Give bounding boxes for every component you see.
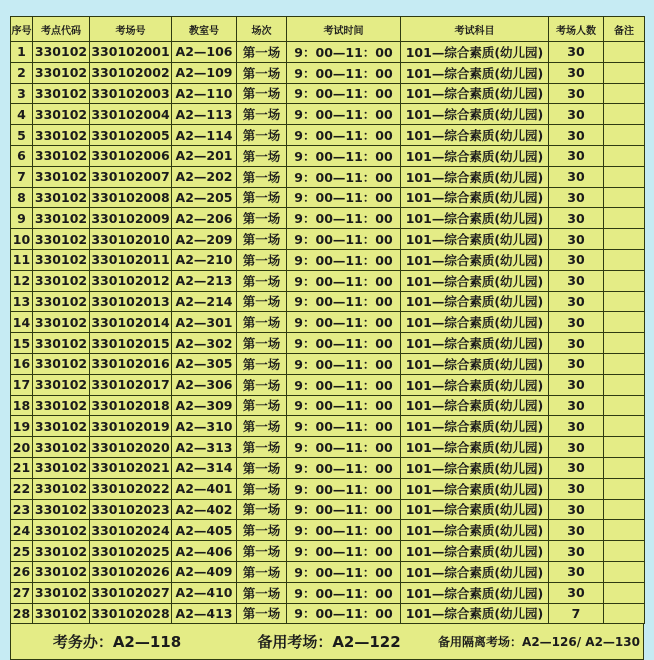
exam-room-number: 330102014 xyxy=(90,312,172,333)
table-row xyxy=(11,166,645,187)
row-number: 22 xyxy=(11,478,33,499)
session: 第一场 xyxy=(237,457,287,478)
table-row xyxy=(11,312,645,333)
exam-room-number: 330102006 xyxy=(90,145,172,166)
table-row xyxy=(11,457,645,478)
exam-room-number: 330102028 xyxy=(90,603,172,624)
examinee-count: 30 xyxy=(549,561,604,582)
remarks xyxy=(604,353,645,374)
row-number: 15 xyxy=(11,333,33,354)
examinee-count: 30 xyxy=(549,104,604,125)
site-code: 330102 xyxy=(33,457,90,478)
exam-subject: 101—综合素质(幼儿园) xyxy=(401,145,549,166)
classroom-number: A2—109 xyxy=(172,62,237,83)
exam-subject: 101—综合素质(幼儿园) xyxy=(401,83,549,104)
site-code: 330102 xyxy=(33,291,90,312)
exam-time: 9：00—11：00 xyxy=(287,83,401,104)
row-number: 27 xyxy=(11,582,33,603)
exam-subject: 101—综合素质(幼儿园) xyxy=(401,499,549,520)
exam-subject: 101—综合素质(幼儿园) xyxy=(401,416,549,437)
header-cell: 考场人数 xyxy=(549,17,604,42)
examinee-count: 30 xyxy=(549,145,604,166)
table-row xyxy=(11,229,645,250)
classroom-number: A2—206 xyxy=(172,208,237,229)
remarks xyxy=(604,249,645,270)
exam-room-schedule xyxy=(10,16,644,660)
isolation-room: 备用隔离考场：A2—126/ A2—130 xyxy=(438,635,640,650)
site-code: 330102 xyxy=(33,62,90,83)
session: 第一场 xyxy=(237,478,287,499)
site-code: 330102 xyxy=(33,520,90,541)
classroom-number: A2—110 xyxy=(172,83,237,104)
classroom-number: A2—106 xyxy=(172,42,237,63)
exam-time: 9：00—11：00 xyxy=(287,208,401,229)
row-number: 21 xyxy=(11,457,33,478)
session: 第一场 xyxy=(237,104,287,125)
remarks xyxy=(604,561,645,582)
classroom-number: A2—401 xyxy=(172,478,237,499)
classroom-number: A2—305 xyxy=(172,353,237,374)
classroom-number: A2—214 xyxy=(172,291,237,312)
exam-room-number: 330102008 xyxy=(90,187,172,208)
examinee-count: 30 xyxy=(549,166,604,187)
row-number: 18 xyxy=(11,395,33,416)
table-row xyxy=(11,249,645,270)
exam-subject: 101—综合素质(幼儿园) xyxy=(401,541,549,562)
table-row xyxy=(11,62,645,83)
classroom-number: A2—413 xyxy=(172,603,237,624)
classroom-number: A2—205 xyxy=(172,187,237,208)
remarks xyxy=(604,520,645,541)
session: 第一场 xyxy=(237,208,287,229)
site-code: 330102 xyxy=(33,603,90,624)
exam-room-number: 330102021 xyxy=(90,457,172,478)
exam-room-number: 330102015 xyxy=(90,333,172,354)
classroom-number: A2—306 xyxy=(172,374,237,395)
session: 第一场 xyxy=(237,520,287,541)
table-row xyxy=(11,187,645,208)
site-code: 330102 xyxy=(33,312,90,333)
row-number: 7 xyxy=(11,166,33,187)
session: 第一场 xyxy=(237,353,287,374)
session: 第一场 xyxy=(237,312,287,333)
examinee-count: 30 xyxy=(549,312,604,333)
footer-bar xyxy=(10,624,644,660)
examinee-count: 30 xyxy=(549,229,604,250)
examinee-count: 30 xyxy=(549,499,604,520)
exam-subject: 101—综合素质(幼儿园) xyxy=(401,125,549,146)
exam-subject: 101—综合素质(幼儿园) xyxy=(401,395,549,416)
exam-time: 9：00—11：00 xyxy=(287,374,401,395)
site-code: 330102 xyxy=(33,561,90,582)
session: 第一场 xyxy=(237,333,287,354)
row-number: 12 xyxy=(11,270,33,291)
examinee-count: 30 xyxy=(549,437,604,458)
exam-time: 9：00—11：00 xyxy=(287,291,401,312)
session: 第一场 xyxy=(237,83,287,104)
examinee-count: 30 xyxy=(549,582,604,603)
session: 第一场 xyxy=(237,561,287,582)
row-number: 24 xyxy=(11,520,33,541)
exam-room-number: 330102018 xyxy=(90,395,172,416)
site-code: 330102 xyxy=(33,541,90,562)
exam-subject: 101—综合素质(幼儿园) xyxy=(401,478,549,499)
classroom-number: A2—201 xyxy=(172,145,237,166)
exam-room-number: 330102001 xyxy=(90,42,172,63)
examinee-count: 30 xyxy=(549,249,604,270)
table-row xyxy=(11,374,645,395)
session: 第一场 xyxy=(237,416,287,437)
row-number: 1 xyxy=(11,42,33,63)
exam-subject: 101—综合素质(幼儿园) xyxy=(401,208,549,229)
exam-room-number: 330102007 xyxy=(90,166,172,187)
examinee-count: 30 xyxy=(549,395,604,416)
exam-subject: 101—综合素质(幼儿园) xyxy=(401,603,549,624)
site-code: 330102 xyxy=(33,374,90,395)
header-cell: 考场号 xyxy=(90,17,172,42)
remarks xyxy=(604,457,645,478)
session: 第一场 xyxy=(237,437,287,458)
session: 第一场 xyxy=(237,395,287,416)
header-row xyxy=(11,17,645,42)
remarks xyxy=(604,62,645,83)
examinee-count: 30 xyxy=(549,208,604,229)
exam-room-number: 330102019 xyxy=(90,416,172,437)
exam-time: 9：00—11：00 xyxy=(287,582,401,603)
examinee-count: 30 xyxy=(549,374,604,395)
exam-time: 9：00—11：00 xyxy=(287,541,401,562)
row-number: 9 xyxy=(11,208,33,229)
exam-time: 9：00—11：00 xyxy=(287,187,401,208)
row-number: 16 xyxy=(11,353,33,374)
row-number: 5 xyxy=(11,125,33,146)
classroom-number: A2—209 xyxy=(172,229,237,250)
remarks xyxy=(604,582,645,603)
table-row xyxy=(11,520,645,541)
site-code: 330102 xyxy=(33,166,90,187)
session: 第一场 xyxy=(237,270,287,291)
site-code: 330102 xyxy=(33,187,90,208)
exam-subject: 101—综合素质(幼儿园) xyxy=(401,104,549,125)
session: 第一场 xyxy=(237,249,287,270)
examinee-count: 30 xyxy=(549,270,604,291)
exam-room-number: 330102017 xyxy=(90,374,172,395)
header-cell: 考试科目 xyxy=(401,17,549,42)
exam-subject: 101—综合素质(幼儿园) xyxy=(401,270,549,291)
exam-subject: 101—综合素质(幼儿园) xyxy=(401,374,549,395)
examinee-count: 30 xyxy=(549,42,604,63)
exam-subject: 101—综合素质(幼儿园) xyxy=(401,582,549,603)
classroom-number: A2—309 xyxy=(172,395,237,416)
remarks xyxy=(604,166,645,187)
exam-room-number: 330102011 xyxy=(90,249,172,270)
exam-room-number: 330102013 xyxy=(90,291,172,312)
table-row xyxy=(11,582,645,603)
header-cell: 序号 xyxy=(11,17,33,42)
exam-time: 9：00—11：00 xyxy=(287,145,401,166)
remarks xyxy=(604,374,645,395)
schedule-table xyxy=(10,16,645,624)
session: 第一场 xyxy=(237,291,287,312)
site-code: 330102 xyxy=(33,416,90,437)
exam-room-number: 330102023 xyxy=(90,499,172,520)
site-code: 330102 xyxy=(33,353,90,374)
exam-time: 9：00—11：00 xyxy=(287,42,401,63)
table-row xyxy=(11,333,645,354)
exam-room-number: 330102010 xyxy=(90,229,172,250)
table-row xyxy=(11,83,645,104)
exam-time: 9：00—11：00 xyxy=(287,416,401,437)
exam-time: 9：00—11：00 xyxy=(287,353,401,374)
table-row xyxy=(11,353,645,374)
exam-room-number: 330102020 xyxy=(90,437,172,458)
remarks xyxy=(604,125,645,146)
exam-subject: 101—综合素质(幼儿园) xyxy=(401,333,549,354)
header-cell: 教室号 xyxy=(172,17,237,42)
remarks xyxy=(604,104,645,125)
exam-subject: 101—综合素质(幼儿园) xyxy=(401,187,549,208)
classroom-number: A2—114 xyxy=(172,125,237,146)
classroom-number: A2—410 xyxy=(172,582,237,603)
exam-subject: 101—综合素质(幼儿园) xyxy=(401,229,549,250)
row-number: 8 xyxy=(11,187,33,208)
table-row xyxy=(11,270,645,291)
exam-time: 9：00—11：00 xyxy=(287,104,401,125)
table-row xyxy=(11,416,645,437)
site-code: 330102 xyxy=(33,270,90,291)
table-row xyxy=(11,395,645,416)
row-number: 4 xyxy=(11,104,33,125)
exam-room-number: 330102016 xyxy=(90,353,172,374)
exam-subject: 101—综合素质(幼儿园) xyxy=(401,457,549,478)
session: 第一场 xyxy=(237,229,287,250)
site-code: 330102 xyxy=(33,208,90,229)
table-row xyxy=(11,499,645,520)
examinee-count: 30 xyxy=(549,416,604,437)
exam-time: 9：00—11：00 xyxy=(287,249,401,270)
header-cell: 备注 xyxy=(604,17,645,42)
site-code: 330102 xyxy=(33,145,90,166)
session: 第一场 xyxy=(237,145,287,166)
exam-subject: 101—综合素质(幼儿园) xyxy=(401,42,549,63)
header-cell: 考点代码 xyxy=(33,17,90,42)
examinee-count: 30 xyxy=(549,125,604,146)
classroom-number: A2—210 xyxy=(172,249,237,270)
exam-office: 考务办：A2—118 xyxy=(52,633,182,652)
remarks xyxy=(604,395,645,416)
exam-room-number: 330102003 xyxy=(90,83,172,104)
examinee-count: 30 xyxy=(549,520,604,541)
session: 第一场 xyxy=(237,541,287,562)
examinee-count: 30 xyxy=(549,62,604,83)
session: 第一场 xyxy=(237,603,287,624)
exam-time: 9：00—11：00 xyxy=(287,478,401,499)
exam-room-number: 330102009 xyxy=(90,208,172,229)
classroom-number: A2—402 xyxy=(172,499,237,520)
exam-time: 9：00—11：00 xyxy=(287,125,401,146)
row-number: 20 xyxy=(11,437,33,458)
exam-time: 9：00—11：00 xyxy=(287,62,401,83)
examinee-count: 30 xyxy=(549,478,604,499)
exam-room-number: 330102002 xyxy=(90,62,172,83)
remarks xyxy=(604,208,645,229)
site-code: 330102 xyxy=(33,333,90,354)
table-row xyxy=(11,478,645,499)
session: 第一场 xyxy=(237,582,287,603)
exam-room-number: 330102026 xyxy=(90,561,172,582)
row-number: 17 xyxy=(11,374,33,395)
remarks xyxy=(604,603,645,624)
exam-time: 9：00—11：00 xyxy=(287,520,401,541)
table-row xyxy=(11,561,645,582)
header-cell: 场次 xyxy=(237,17,287,42)
exam-subject: 101—综合素质(幼儿园) xyxy=(401,520,549,541)
remarks xyxy=(604,541,645,562)
site-code: 330102 xyxy=(33,437,90,458)
classroom-number: A2—202 xyxy=(172,166,237,187)
exam-time: 9：00—11：00 xyxy=(287,312,401,333)
table-row xyxy=(11,42,645,63)
exam-time: 9：00—11：00 xyxy=(287,333,401,354)
row-number: 10 xyxy=(11,229,33,250)
remarks xyxy=(604,83,645,104)
classroom-number: A2—313 xyxy=(172,437,237,458)
exam-time: 9：00—11：00 xyxy=(287,437,401,458)
session: 第一场 xyxy=(237,42,287,63)
exam-subject: 101—综合素质(幼儿园) xyxy=(401,312,549,333)
exam-subject: 101—综合素质(幼儿园) xyxy=(401,353,549,374)
examinee-count: 30 xyxy=(549,457,604,478)
table-row xyxy=(11,437,645,458)
exam-time: 9：00—11：00 xyxy=(287,166,401,187)
classroom-number: A2—301 xyxy=(172,312,237,333)
exam-subject: 101—综合素质(幼儿园) xyxy=(401,291,549,312)
remarks xyxy=(604,145,645,166)
exam-time: 9：00—11：00 xyxy=(287,603,401,624)
site-code: 330102 xyxy=(33,125,90,146)
exam-time: 9：00—11：00 xyxy=(287,499,401,520)
table-row xyxy=(11,104,645,125)
classroom-number: A2—213 xyxy=(172,270,237,291)
classroom-number: A2—405 xyxy=(172,520,237,541)
row-number: 2 xyxy=(11,62,33,83)
row-number: 19 xyxy=(11,416,33,437)
remarks xyxy=(604,312,645,333)
row-number: 23 xyxy=(11,499,33,520)
examinee-count: 30 xyxy=(549,291,604,312)
session: 第一场 xyxy=(237,125,287,146)
exam-room-number: 330102022 xyxy=(90,478,172,499)
row-number: 3 xyxy=(11,83,33,104)
site-code: 330102 xyxy=(33,499,90,520)
site-code: 330102 xyxy=(33,83,90,104)
session: 第一场 xyxy=(237,374,287,395)
table-row xyxy=(11,145,645,166)
table-row xyxy=(11,541,645,562)
site-code: 330102 xyxy=(33,478,90,499)
backup-room: 备用考场：A2—122 xyxy=(257,633,401,652)
examinee-count: 30 xyxy=(549,353,604,374)
table-row xyxy=(11,208,645,229)
remarks xyxy=(604,42,645,63)
session: 第一场 xyxy=(237,187,287,208)
exam-time: 9：00—11：00 xyxy=(287,229,401,250)
remarks xyxy=(604,499,645,520)
remarks xyxy=(604,187,645,208)
row-number: 13 xyxy=(11,291,33,312)
remarks xyxy=(604,416,645,437)
exam-time: 9：00—11：00 xyxy=(287,395,401,416)
exam-time: 9：00—11：00 xyxy=(287,561,401,582)
site-code: 330102 xyxy=(33,42,90,63)
exam-subject: 101—综合素质(幼儿园) xyxy=(401,62,549,83)
remarks xyxy=(604,291,645,312)
exam-subject: 101—综合素质(幼儿园) xyxy=(401,561,549,582)
exam-time: 9：00—11：00 xyxy=(287,270,401,291)
table-row xyxy=(11,291,645,312)
classroom-number: A2—113 xyxy=(172,104,237,125)
remarks xyxy=(604,478,645,499)
exam-room-number: 330102025 xyxy=(90,541,172,562)
classroom-number: A2—310 xyxy=(172,416,237,437)
table-row xyxy=(11,603,645,624)
row-number: 28 xyxy=(11,603,33,624)
header-cell: 考试时间 xyxy=(287,17,401,42)
remarks xyxy=(604,270,645,291)
examinee-count: 30 xyxy=(549,541,604,562)
examinee-count: 7 xyxy=(549,603,604,624)
classroom-number: A2—314 xyxy=(172,457,237,478)
exam-room-number: 330102012 xyxy=(90,270,172,291)
remarks xyxy=(604,437,645,458)
row-number: 6 xyxy=(11,145,33,166)
exam-subject: 101—综合素质(幼儿园) xyxy=(401,166,549,187)
row-number: 25 xyxy=(11,541,33,562)
classroom-number: A2—409 xyxy=(172,561,237,582)
session: 第一场 xyxy=(237,499,287,520)
exam-room-number: 330102024 xyxy=(90,520,172,541)
session: 第一场 xyxy=(237,166,287,187)
table-row xyxy=(11,125,645,146)
row-number: 14 xyxy=(11,312,33,333)
exam-time: 9：00—11：00 xyxy=(287,457,401,478)
site-code: 330102 xyxy=(33,104,90,125)
site-code: 330102 xyxy=(33,582,90,603)
examinee-count: 30 xyxy=(549,187,604,208)
row-number: 26 xyxy=(11,561,33,582)
remarks xyxy=(604,229,645,250)
exam-room-number: 330102027 xyxy=(90,582,172,603)
exam-subject: 101—综合素质(幼儿园) xyxy=(401,437,549,458)
site-code: 330102 xyxy=(33,395,90,416)
session: 第一场 xyxy=(237,62,287,83)
remarks xyxy=(604,333,645,354)
site-code: 330102 xyxy=(33,229,90,250)
site-code: 330102 xyxy=(33,249,90,270)
exam-subject: 101—综合素质(幼儿园) xyxy=(401,249,549,270)
classroom-number: A2—406 xyxy=(172,541,237,562)
exam-room-number: 330102004 xyxy=(90,104,172,125)
row-number: 11 xyxy=(11,249,33,270)
examinee-count: 30 xyxy=(549,83,604,104)
exam-room-number: 330102005 xyxy=(90,125,172,146)
classroom-number: A2—302 xyxy=(172,333,237,354)
examinee-count: 30 xyxy=(549,333,604,354)
